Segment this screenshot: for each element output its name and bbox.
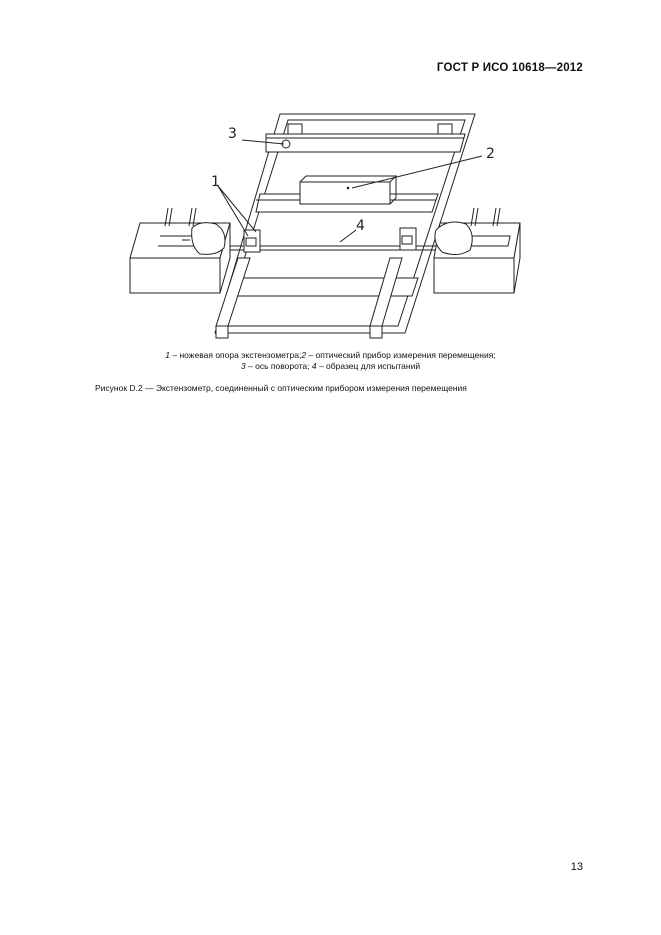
figure-caption: Рисунок D.2 — Экстензометр, соединенный с оптическим прибором измерения перемещения [95, 383, 467, 393]
extensometer-drawing [120, 108, 530, 348]
legend-text-1: – ножевая опора экстензометра; [170, 350, 302, 360]
legend-num-3: 3 [240, 361, 246, 371]
left-grip [130, 208, 230, 293]
right-grip [434, 208, 520, 293]
legend-line-2 [0, 361, 661, 372]
page-number: 13 [570, 861, 583, 873]
callout-1: 1 [211, 174, 220, 190]
knife-edge-supports [244, 228, 416, 252]
callout-2: 2 [486, 146, 495, 162]
legend-num-4: 4 [311, 361, 317, 371]
legend-text-3: – ось поворота; [245, 361, 312, 371]
legend-text-2: – оптический прибор измерения перемещения; [306, 350, 496, 360]
figure-legend [0, 350, 661, 372]
extensometer-figure [120, 108, 530, 348]
legend-num-1: 1 [165, 350, 171, 360]
document-header: ГОСТ Р ИСО 10618—2012 [436, 62, 583, 74]
callout-3: 3 [228, 126, 237, 142]
legend-num-2: 2 [301, 350, 307, 360]
legend-text-4: – образец для испытаний [316, 361, 421, 371]
support-frame [215, 114, 475, 333]
callout-4: 4 [356, 218, 365, 234]
legend-line-1 [0, 350, 661, 361]
